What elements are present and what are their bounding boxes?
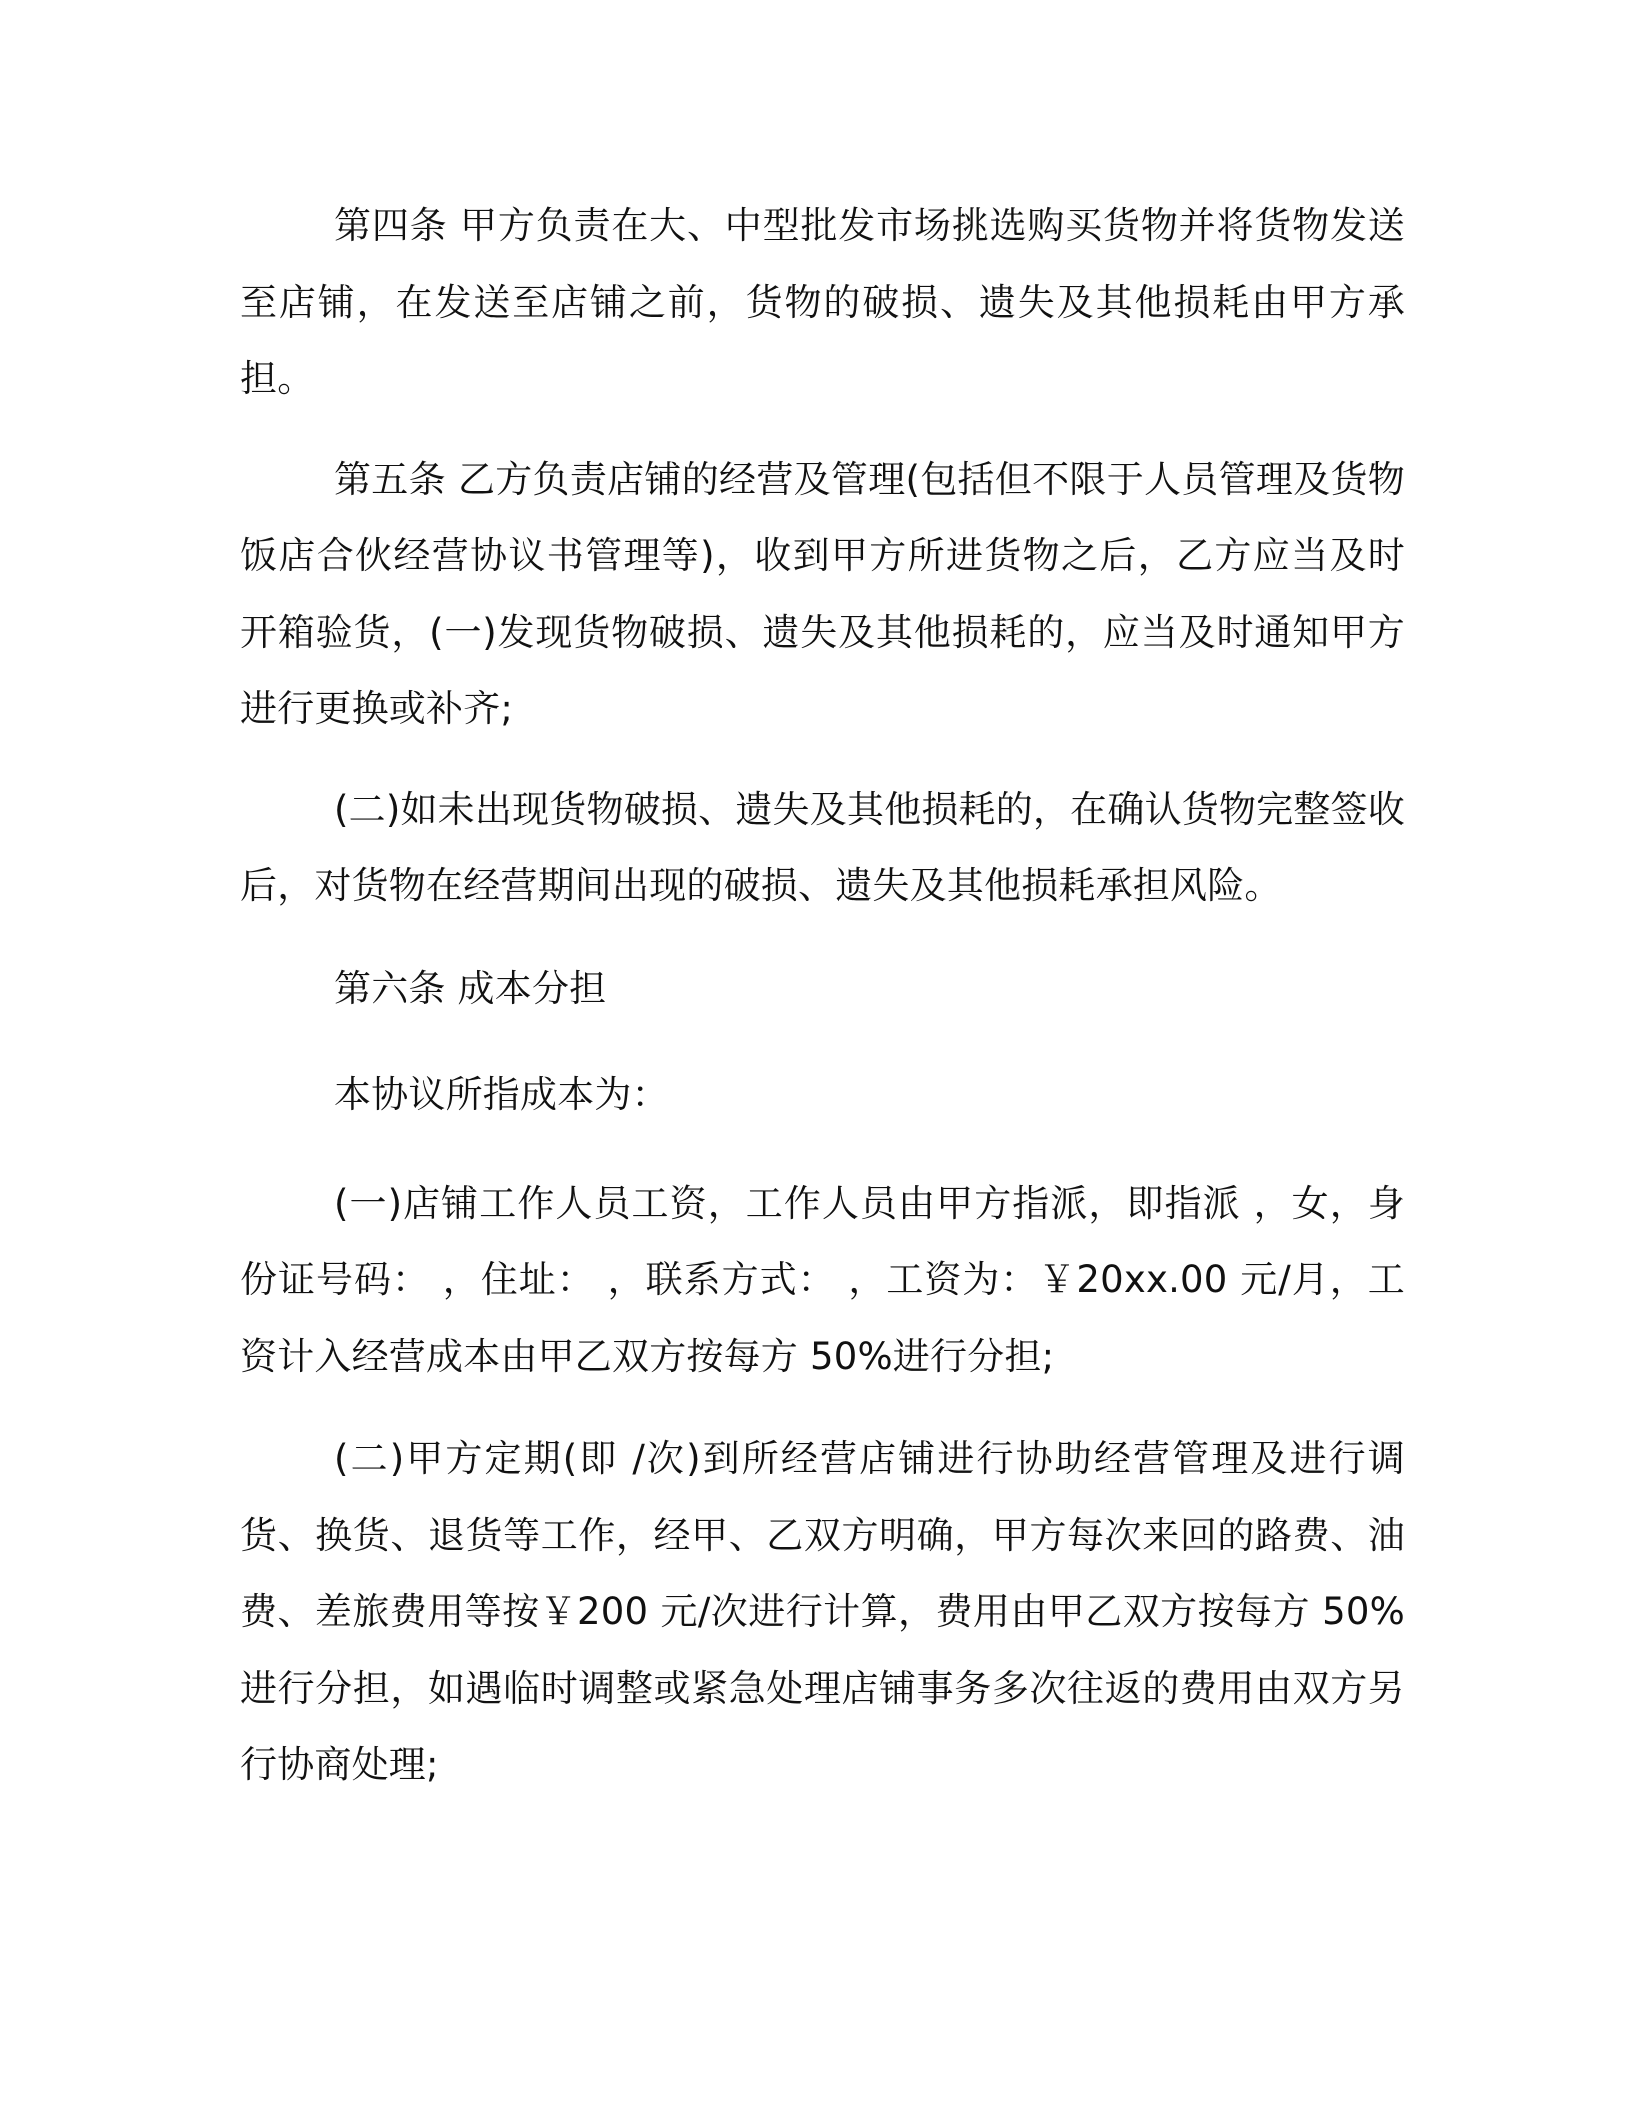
article-4-paragraph: 第四条 甲方负责在大、中型批发市场挑选购买货物并将货物发送至店铺，在发送至店铺之前，货物的破损、遗失及其他损耗由甲方承担。 (240, 204, 1405, 400)
article-6-heading: 第六条 成本分担 (334, 966, 607, 1010)
article-5-paragraph: 第五条 乙方负责店铺的经营及管理(包括但不限于人员管理及货物饭店合伙经营协议书管理等)，收到甲方所进货物之后，乙方应当及时开箱验货，(一)发现货物破损、遗失及其他损耗的，应当及时通知甲方进行更换或补齐; (240, 457, 1405, 730)
cost-clause-2-paragraph: (二)甲方定期(即 /次)到所经营店铺进行协助经营管理及进行调货、换货、退货等工作，经甲、乙双方明确，甲方每次来回的路费、油费、差旅费用等按￥200 元/次进行计算，费用由甲乙双方按每方 50%进行分担，如遇临时调整或紧急处理店铺事务多次往返的费用由双方另行协商处理; (240, 1437, 1405, 1786)
document-page (240, 188, 1405, 1828)
cost-definition-paragraph: 本协议所指成本为： (334, 1073, 669, 1116)
article-5-clause-2-paragraph: (二)如未出现货物破损、遗失及其他损耗的，在确认货物完整签收后，对货物在经营期间出现的破损、遗失及其他损耗承担风险。 (240, 787, 1405, 907)
cost-clause-1-paragraph: (一)店铺工作人员工资，工作人员由甲方指派，即指派 ，女，身份证号码： ，住址： ，联系方式： ，工资为：￥20xx.00 元/月，工资计入经营成本由甲乙双方按每方 50%进行分担; (240, 1181, 1405, 1378)
